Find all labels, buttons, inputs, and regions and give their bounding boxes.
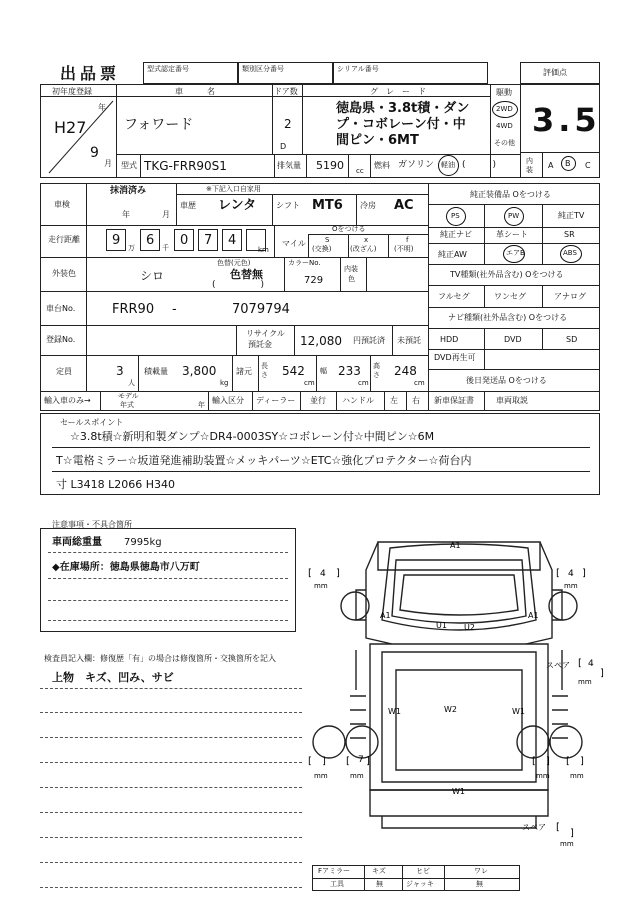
svg-text:[: [ (556, 568, 560, 579)
form-title: 出品票 (60, 64, 121, 83)
chassis-number: 7079794 (232, 302, 290, 317)
recycle-label-b: 預託金 (248, 340, 272, 349)
spare-top-depth: 4 (588, 659, 594, 669)
grade-line-1: 徳島県・3.8t積・ダン (336, 101, 470, 116)
fuel-label: 燃料 (374, 161, 390, 170)
equipment-header: 純正装備品 Oをつける (470, 190, 551, 199)
length-value: 542 (282, 364, 305, 378)
mileage-unit-sen: 千 (162, 244, 169, 252)
opt-replace-b: (交換) (312, 245, 332, 253)
class-no-label: 類別区分番号 (242, 65, 284, 73)
recycle-unit: 円預託済 (353, 336, 385, 345)
cab-outline (382, 544, 536, 630)
inspector-label: 検査員記入欄：修復歴「有」の場合は修復箇所・交換箇所を記入 (44, 654, 276, 663)
shaken-value: 抹消済み (110, 186, 147, 196)
grade-label: グ レ ー ド (370, 87, 426, 96)
mileage-digit-2: 6 (146, 233, 155, 248)
width-label: 幅 (320, 367, 327, 375)
chassis-dash: - (172, 302, 177, 317)
eq-navi: 純正ナビ (440, 230, 472, 239)
first-reg-month: 9 (90, 145, 99, 161)
seats-unit: 人 (128, 379, 135, 387)
chassis-label: 車台No. (46, 304, 76, 313)
interior-color-label-a: 内装 (344, 265, 358, 273)
svg-text:]: ] (366, 756, 370, 767)
fuel-gasoline: ガソリン (398, 160, 435, 170)
repaint-label: 色替(元色) (217, 259, 251, 267)
svg-text:[: [ (308, 756, 312, 767)
note-private: ※下記入口自家用 (206, 185, 261, 193)
truck-diagram (300, 520, 620, 860)
notes-location: ◆在庫場所：徳島県徳島市八万町 (52, 562, 200, 573)
navi-sd: SD (566, 335, 578, 344)
car-name: フォワード (124, 117, 194, 133)
model-year-label-b: 年式 (120, 401, 134, 409)
eq-ps: PS (451, 212, 460, 220)
eq-leather: 革シート (496, 230, 528, 239)
handle-left: 左 (390, 396, 398, 405)
fuel-other: ( ) (462, 160, 497, 170)
interior-label: 内装 (526, 157, 533, 174)
navi-dvd: DVD (504, 335, 522, 344)
svg-text:[: [ (556, 822, 560, 833)
import-parallel: 並行 (310, 396, 326, 405)
aftermarket-header: 後日発送品 Oをつける (466, 376, 547, 385)
mileage-digit-3: 0 (180, 233, 189, 248)
sales-points-label: セールスポイント (60, 418, 124, 427)
tire-front-right-unit: mm (564, 582, 578, 590)
height-label: 高さ (373, 362, 380, 379)
tire-rear-left-inner-unit: mm (350, 772, 364, 780)
load-value: 3,800 (182, 364, 217, 378)
tv-analog: アナログ (554, 292, 586, 301)
shaken-month: 月 (162, 210, 170, 219)
drive-4wd: 4WD (496, 122, 513, 130)
shaken-label: 車検 (54, 200, 70, 209)
dims-label: 諸元 (236, 367, 252, 376)
mark-a1-left: A1 (380, 611, 391, 620)
opt-rollback: (改ざん) (350, 245, 377, 253)
displacement-label: 排気量 (277, 161, 301, 170)
svg-text:]: ] (322, 756, 326, 767)
navi-header: ナビ種類(社外品含む) Oをつける (448, 313, 568, 322)
rating-value: 3.5 (532, 101, 601, 139)
tire-rear-right-outer-unit: mm (570, 772, 584, 780)
tv-fullseg: フルセグ (438, 292, 470, 301)
legend-h2: キズ (372, 867, 386, 875)
svg-text:]: ] (600, 668, 604, 679)
legend-v3: ジャッキ (406, 880, 434, 888)
first-reg-year: H27 (54, 118, 87, 137)
tire-rear-right-inner-unit: mm (536, 772, 550, 780)
svg-text:[: [ (578, 658, 582, 669)
navi-hdd: HDD (440, 335, 459, 344)
type-cert-box (143, 62, 238, 84)
tv-header: TV種類(社外品含む) Oをつける (450, 270, 564, 279)
width-value: 233 (338, 364, 361, 378)
grade-line-2: プ・コボレーン付・中 (336, 117, 466, 132)
mileage-digit-1: 9 (112, 233, 121, 248)
doors-label: ドア数 (274, 87, 298, 96)
mileage-digits (92, 229, 274, 255)
opt-replace-a: S (325, 236, 330, 244)
sales-point-line-1: ☆3.8t積☆新明和製ダンプ☆DR4-0003SY☆コボレーン付☆中間ピン☆6M (70, 430, 435, 443)
drive-label: 駆動 (496, 88, 512, 97)
legend-h4: ワレ (474, 867, 488, 875)
chassis-prefix: FRR90 (112, 302, 155, 317)
recycle-status: 未預託 (397, 336, 421, 345)
spare-bottom-unit: mm (560, 840, 574, 848)
registration-label: 登録No. (46, 335, 76, 344)
mileage-unit-km: km (258, 246, 269, 254)
grade-line-3: 間ピン・6MT (336, 133, 419, 148)
load-label: 積載量 (144, 367, 168, 376)
opt-rollback-mark: x (364, 236, 369, 244)
serial-box (333, 62, 488, 84)
svg-text:[: [ (532, 756, 536, 767)
mark-a1-right: A1 (528, 611, 539, 620)
handle-right: 右 (412, 396, 420, 405)
color-no-label: カラーNo. (288, 259, 321, 267)
doors-value: 2 (284, 117, 292, 131)
car-name-label: 車 名 (175, 87, 215, 96)
drive-2wd: 2WD (496, 105, 513, 113)
tire-rear-left-outer-unit: mm (314, 772, 328, 780)
height-unit: cm (414, 379, 425, 387)
width-unit: cm (358, 379, 369, 387)
color-no: 729 (304, 275, 324, 286)
exterior-color: シロ (140, 269, 165, 283)
shift-value: MT6 (312, 198, 343, 213)
displacement-value: 5190 (316, 159, 344, 172)
tire-rear-left-depth: 7 (358, 755, 364, 765)
legend-v4: 無 (476, 880, 483, 888)
drive-other: その他 (494, 139, 515, 147)
repaint-value: 色替無 (230, 268, 263, 281)
tv-oneseg: ワンセグ (494, 292, 526, 301)
class-no-box (238, 62, 333, 84)
svg-text:]: ] (570, 828, 574, 839)
model-label: 型式 (121, 161, 137, 170)
model-value: TKG-FRR90S1 (144, 159, 227, 173)
mileage-digit-5: 4 (228, 233, 237, 248)
aftermarket-warranty: 新車保証書 (434, 396, 474, 405)
seats-label: 定員 (56, 367, 72, 376)
sales-point-line-3: 寸 L3418 L2066 H340 (56, 478, 176, 491)
legend-v1: 工具 (330, 880, 344, 888)
mileage-unit-man: 万 (128, 244, 135, 252)
interior-b: B (565, 159, 571, 168)
shaken-year: 年 (122, 210, 130, 219)
tire-front-right-depth: 4 (568, 569, 574, 579)
mileage-digit-4: 7 (204, 233, 213, 248)
import-dealer: ディーラー (256, 396, 296, 405)
interior-a: A (548, 161, 554, 170)
mileage-label: 走行距離 (48, 235, 80, 244)
opt-unknown: (不明) (394, 245, 414, 253)
mark-w1-bottom: W1 (452, 787, 465, 796)
spare-label-bottom: スペア (522, 823, 546, 832)
ac-value: AC (394, 198, 414, 213)
shift-label: シフト (276, 201, 300, 210)
svg-text:[: [ (566, 756, 570, 767)
legend-h3: ヒビ (416, 867, 430, 875)
mark-w1-left: W1 (388, 707, 401, 716)
first-reg-label: 初年度登録 (52, 87, 92, 96)
aftermarket-manual: 車両取説 (496, 396, 528, 405)
svg-text:[: [ (308, 568, 312, 579)
tire-front-left-unit: mm (314, 582, 328, 590)
eq-pw: PW (508, 212, 520, 220)
import-label: 輸入車のみ→ (44, 396, 91, 405)
svg-text:]: ] (336, 568, 340, 579)
ac-label: 冷房 (360, 201, 376, 210)
interior-color-label-b: 色 (348, 275, 355, 283)
recycle-amount: 12,080 (300, 334, 342, 348)
rating-label: 評価点 (543, 68, 567, 77)
eq-aw: 純正AW (438, 250, 467, 259)
exterior-color-label: 外装色 (52, 269, 76, 278)
year-suffix: 年 (98, 103, 106, 112)
svg-text:]: ] (546, 756, 550, 767)
serial-label: シリアル番号 (337, 65, 379, 73)
mileage-circle-hint: Oをつける (332, 225, 366, 233)
opt-unknown-mark: f (406, 236, 409, 244)
notes-weight-value: 7995kg (124, 537, 162, 548)
svg-text:]: ] (582, 568, 586, 579)
mark-u2: U2 (464, 623, 475, 632)
displacement-unit: cc (356, 167, 364, 175)
spare-label-top: スペア (546, 661, 570, 670)
tire-front-left-depth: 4 (320, 569, 326, 579)
legend-v2: 無 (376, 880, 383, 888)
length-unit: cm (304, 379, 315, 387)
eq-tv: 純正TV (558, 211, 585, 220)
rating-header-box (520, 62, 600, 84)
eq-abs: ABS (563, 249, 577, 257)
history-label: 車歴 (180, 201, 196, 210)
legend-h1: Fアミラー (318, 867, 351, 875)
history-value: レンタ (218, 198, 257, 213)
model-year-label-a: モデル (118, 392, 139, 400)
eq-airbag: エアB (506, 249, 525, 257)
dvd-playback: DVD再生可 (434, 353, 476, 362)
handle-label: ハンドル (342, 396, 374, 405)
cargo-bed-outline (370, 644, 548, 790)
mark-a1-top: A1 (450, 541, 461, 550)
notes-weight-label: 車両総重量 (52, 537, 102, 548)
svg-text:]: ] (580, 756, 584, 767)
month-suffix: 月 (104, 159, 112, 168)
type-cert-label: 型式認定番号 (147, 65, 189, 73)
recycle-label-a: リサイクル (246, 329, 285, 338)
notes-label: 注意事項・不具合箇所 (52, 520, 132, 529)
seats-value: 3 (116, 364, 124, 378)
inspector-line-1: 上物 キズ、凹み、サビ (52, 671, 174, 684)
eq-sr: SR (564, 230, 575, 239)
svg-text:[: [ (346, 756, 350, 767)
mark-w1-right: W1 (512, 707, 525, 716)
mark-w2: W2 (444, 705, 457, 714)
model-year-suffix: 年 (198, 401, 205, 409)
mile-label: マイル (282, 239, 306, 248)
doors-suffix: D (280, 142, 287, 151)
fuel-diesel: 軽油 (441, 161, 455, 169)
spare-top-unit: mm (578, 678, 592, 686)
interior-c: C (585, 161, 591, 170)
repaint-paren: ( ) (212, 280, 265, 290)
mark-u1: U1 (436, 621, 447, 630)
sales-point-line-2: T☆電格ミラー☆坂道発進補助装置☆メッキパーツ☆ETC☆強化プロテクター☆荷台内 (56, 454, 472, 467)
height-value: 248 (394, 364, 417, 378)
length-label: 長さ (261, 362, 268, 379)
import-type-label: 輸入区分 (212, 396, 244, 405)
load-unit: kg (220, 379, 229, 387)
